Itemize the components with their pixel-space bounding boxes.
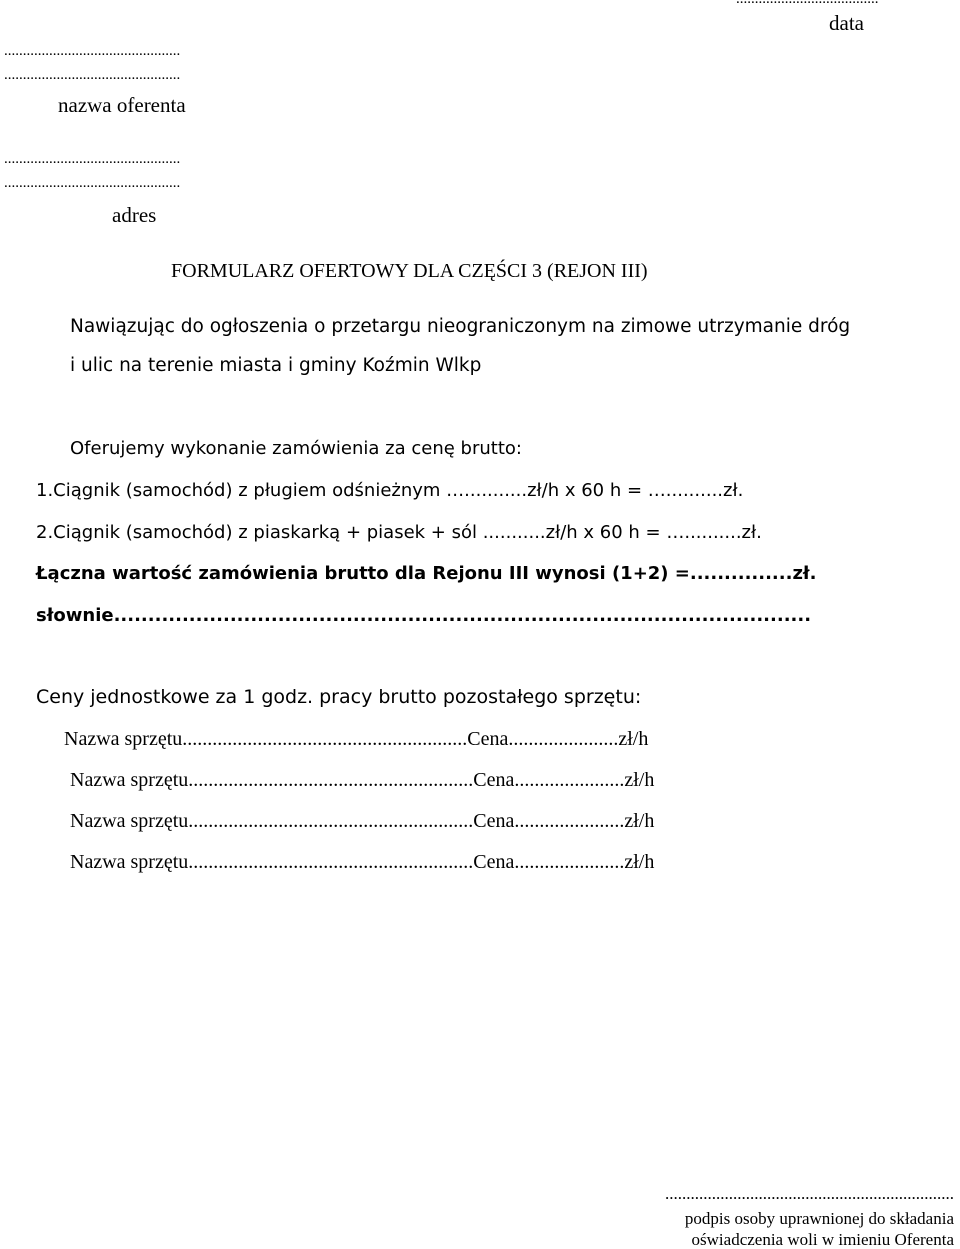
signature-line-1: podpis osoby uprawnionej do składania [684, 1209, 954, 1228]
signature-dots: .................................................................... [665, 1184, 954, 1203]
equipment-heading: Ceny jednostkowe za 1 godz. pracy brutto pozostałego sprzętu: [36, 686, 642, 708]
address-dots-1: ............................................... [4, 151, 181, 167]
intro-line-1: Nawiązując do ogłoszenia o przetargu nieograniczonym na zimowe utrzymanie dróg [70, 316, 851, 337]
offer-total: Łączna wartość zamówienia brutto dla Rejonu III wynosi (1+2) =...............zł. [36, 563, 817, 584]
name-dots-2: ............................................... [4, 67, 181, 83]
date-label: data [829, 11, 864, 35]
offer-item-2: 2.Ciągnik (samochód) z piaskarką + piasek + sól ...........zł/h x 60 h = …..........zł. [36, 522, 762, 543]
equipment-row: Nazwa sprzętu.........................................................Cena......................zł/h [70, 769, 655, 791]
offer-words: słownie...................................................................................................... [36, 605, 812, 626]
intro-line-2: i ulic na terenie miasta i gminy Koźmin Wlkp [70, 355, 482, 376]
address-dots-2: ............................................... [4, 175, 181, 191]
offer-lead: Oferujemy wykonanie zamówienia za cenę brutto: [70, 438, 522, 459]
address-label: adres [112, 203, 157, 227]
signature-line-2: oświadczenia woli w imieniu Oferenta [691, 1230, 954, 1249]
equipment-row: Nazwa sprzętu.........................................................Cena......................zł/h [64, 728, 649, 750]
form-title: FORMULARZ OFERTOWY DLA CZĘŚCI 3 (REJON III) [171, 260, 648, 282]
name-label: nazwa oferenta [58, 93, 186, 117]
name-dots-1: ............................................... [4, 43, 181, 59]
equipment-row: Nazwa sprzętu.........................................................Cena......................zł/h [70, 851, 655, 873]
equipment-row: Nazwa sprzętu.........................................................Cena......................zł/h [70, 810, 655, 832]
offer-item-1: 1.Ciągnik (samochód) z pługiem odśnieżnym …...........zł/h x 60 h = …..........zł. [36, 480, 744, 501]
date-dots [736, 0, 879, 7]
